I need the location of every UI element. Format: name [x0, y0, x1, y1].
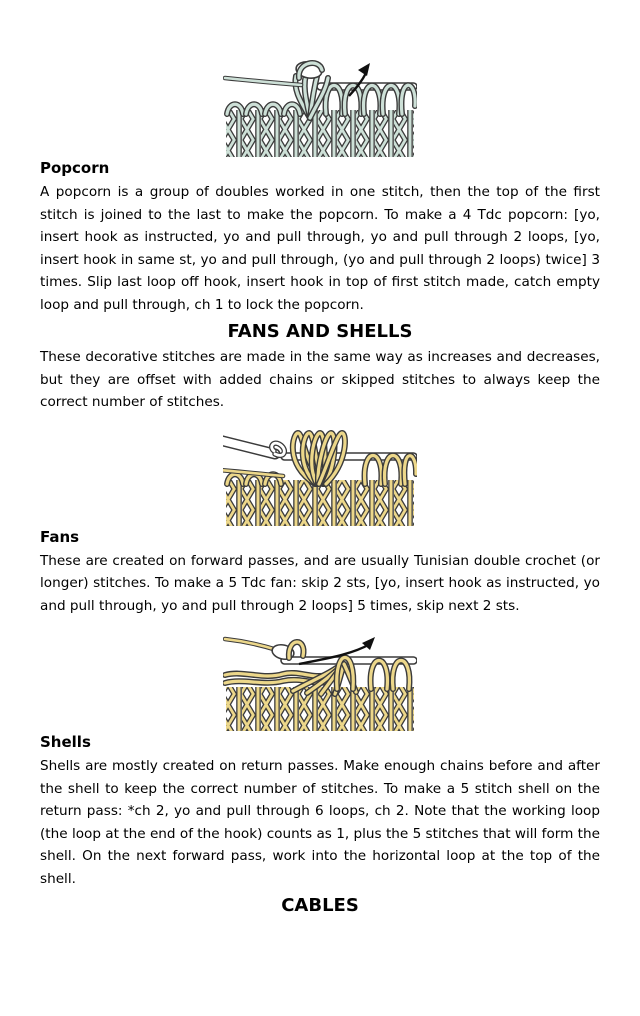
cables-heading: CABLES [281, 895, 359, 916]
popcorn-paragraph: A popcorn is a group of doubles worked in one stitch, then the top of the first stitch is joined to the last to make the popcorn. To make a 4 Tdc popcorn: [yo, insert hook as instructed, yo and pull through, yo and pull through 2 loops, [yo, insert hook in same st, yo and pull through, (yo and pull through 2 loops) twice] 3 times. Slip last loop off hook, insert hook in top of first stitch made, catch empty loop and pull through, ch 1 to lock the popcorn. [40, 184, 600, 313]
popcorn-illustration [40, 56, 600, 157]
popcorn-stitch-diagram-icon [223, 56, 417, 157]
crochet-fabric [226, 480, 414, 526]
crochet-hook-icon [223, 440, 284, 455]
page [0, 56, 640, 917]
shell-stitch-diagram-icon [223, 631, 417, 731]
fans-heading: Fans [40, 527, 80, 546]
fans-and-shells-paragraph: These decorative stitches are made in the same way as increases and decreases, but they are offset with added chains or skipped stitches to always keep the correct number of stitches. [40, 349, 600, 410]
fans-paragraph: These are created on forward passes, and are usually Tunisian double crochet (or longer) stitches. To make a 5 Tdc fan: skip 2 sts, [yo, insert hook as instructed, yo and pull through, yo and pull through 2 loops] 5 times, skip next 2 sts. [40, 552, 600, 614]
shells-paragraph: Shells are mostly created on return passes. Make enough chains before and after the shell to keep the correct number of stitches. To make a 5 stitch shell on the return pass: *ch 2, yo and pull through 6 loops, ch 2. Note that the working loop (the loop at the end of the hook) counts as 1, plus the 5 stitches that will form the shell. On the next forward pass, work into the horizontal loop at the top of the shell. [40, 758, 600, 887]
hook-loop [289, 642, 304, 658]
crochet-fabric [226, 110, 414, 157]
fans-illustration [40, 426, 600, 526]
fans-and-shells-heading: FANS AND SHELLS [227, 321, 413, 342]
shells-illustration [40, 631, 600, 731]
shells-heading: Shells [40, 733, 91, 751]
crochet-hook-icon [225, 639, 295, 661]
fan-stitch-diagram-icon [223, 426, 417, 526]
popcorn-heading: Popcorn [40, 159, 110, 177]
